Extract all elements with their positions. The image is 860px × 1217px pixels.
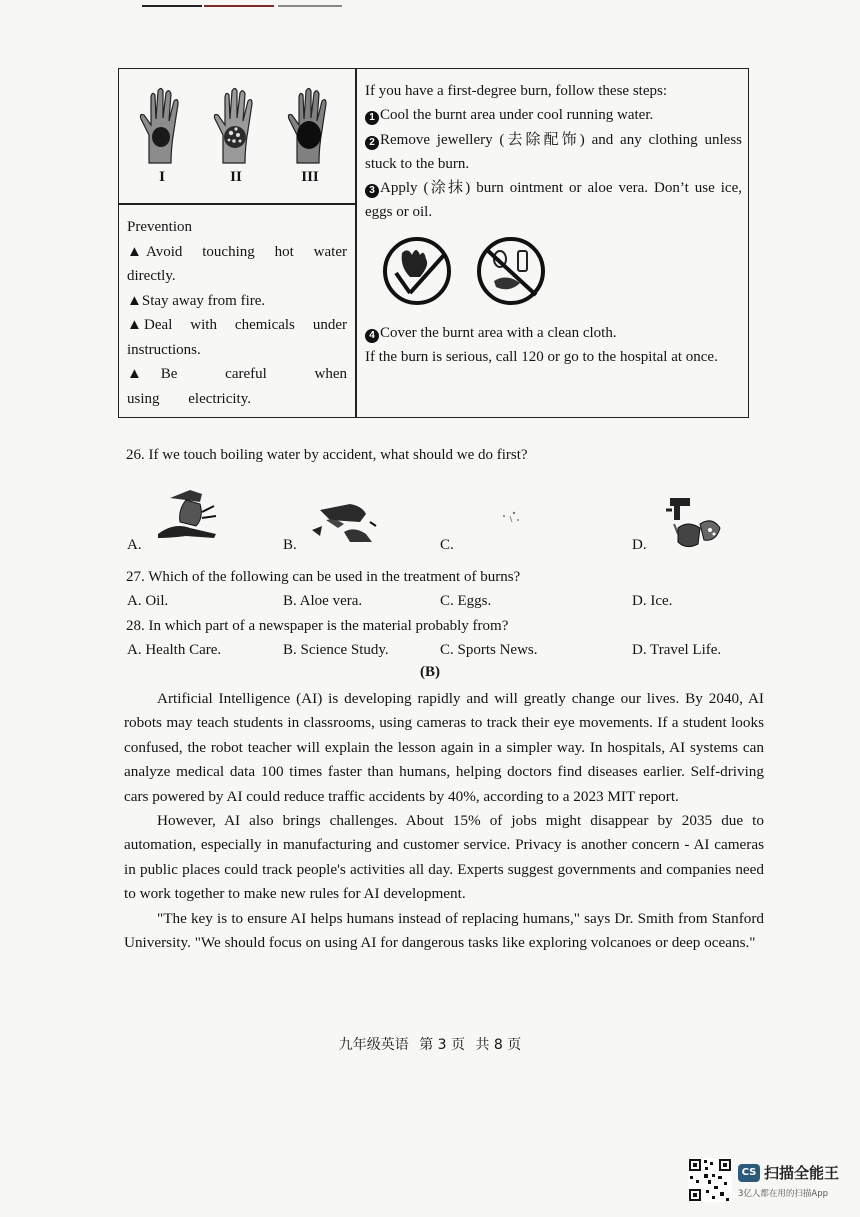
first-aid-steps-continued [365, 321, 742, 370]
q26-option-a[interactable]: A. [127, 537, 142, 553]
step-3 [365, 176, 742, 225]
scanner-watermark [688, 1158, 848, 1202]
page-footer [0, 1034, 860, 1054]
step-marker: 3 [365, 184, 379, 198]
step-1-text: Cool the burnt area under cool running water. [380, 107, 654, 124]
third-degree-burn-hand-icon [285, 85, 335, 165]
scanner-app-name: 扫描全能王 [764, 1164, 840, 1182]
step-4-text: Cover the burnt area with a clean cloth. [380, 325, 617, 341]
tap-and-bandage-icon [664, 494, 728, 552]
first-degree-burn-hand-icon [137, 85, 187, 165]
prevention-item: ▲Be careful when using electricity. [127, 366, 347, 407]
faint-picture-icon [496, 508, 526, 528]
table-column-divider [355, 69, 357, 417]
prevention-item: ▲Stay away from fire. [127, 292, 266, 309]
camscanner-logo: CS [738, 1164, 760, 1182]
q26-option-c[interactable]: C. [440, 537, 454, 553]
qr-code-icon [688, 1158, 732, 1202]
burn-degree-hands [119, 69, 355, 203]
q28-option-d[interactable]: D. Travel Life. [632, 642, 722, 658]
question-28: 28. In which part of a newspaper is the material probably from? [126, 618, 509, 634]
scanner-tagline: 3亿人都在用的扫描App [738, 1189, 829, 1199]
question-27: 27. Which of the following can be used in the treatment of burns? [126, 569, 521, 585]
q27-option-b[interactable]: B. Aloe vera. [283, 593, 363, 609]
degree-label-1: I [159, 169, 165, 185]
header-rule [142, 5, 342, 7]
second-degree-burn-hand-icon [211, 85, 261, 165]
prevention-title: Prevention [127, 219, 192, 235]
prevention-cell [127, 215, 347, 411]
steps-intro: If you have a first-degree burn, follow these steps: [365, 83, 667, 99]
no-ice-no-eggs-signs [382, 237, 582, 307]
step-2-text: Remove jewellery (去除配饰) and any clothing unless stuck to the burn. [365, 131, 742, 172]
footer-total: 共 8 页 [475, 1037, 522, 1053]
footer-page: 第 3 页 [419, 1037, 465, 1053]
q26-option-b[interactable]: B. [283, 537, 297, 553]
step-marker: 1 [365, 111, 379, 125]
step-2 [365, 128, 742, 177]
step-1 [365, 103, 742, 127]
q26-option-d[interactable]: D. [632, 537, 647, 553]
table-row-divider [119, 203, 355, 205]
no-ice-sign-icon [385, 239, 449, 303]
q27-option-a[interactable]: A. Oil. [127, 593, 169, 609]
q28-option-a[interactable]: A. Health Care. [127, 642, 222, 658]
burn-info-table [118, 68, 749, 418]
passage-paragraph: However, AI also brings challenges. About 15% of jobs might disappear by 2035 due to automation, especially in manufacturing and customer service. Privacy is another concern - AI cameras in public places could track people's activities all day. Experts suggest governments and companies need to work together to make new rules for AI development. [124, 812, 764, 903]
reading-passage [124, 687, 764, 955]
degree-label-2: II [230, 169, 242, 185]
degree-label-3: III [301, 169, 319, 185]
no-eggs-oil-sign-icon [479, 239, 543, 303]
prevention-item: ▲Avoid touching hot water directly. [127, 243, 347, 284]
step-marker: 4 [365, 329, 379, 343]
question-26: 26. If we touch boiling water by accident, what should we do first? [126, 447, 528, 463]
serious-burn-note: If the burn is serious, call 120 or go to the hospital at once. [365, 349, 718, 366]
hand-under-tap-icon [156, 488, 222, 542]
q28-option-b[interactable]: B. Science Study. [283, 642, 389, 658]
step-4 [365, 321, 742, 345]
first-aid-steps [365, 79, 742, 225]
step-marker: 2 [365, 136, 379, 150]
q27-option-c[interactable]: C. Eggs. [440, 593, 492, 609]
step-3-text: Apply (涂抹) burn ointment or aloe vera. Don’t use ice, eggs or oil. [365, 180, 742, 221]
applying-ointment-icon [310, 500, 382, 544]
prevention-item: ▲Deal with chemicals under instructions. [127, 317, 347, 358]
q28-option-c[interactable]: C. Sports News. [440, 642, 538, 658]
section-b-heading: (B) [420, 664, 440, 680]
passage-paragraph: Artificial Intelligence (AI) is developing rapidly and will greatly change our lives. By 2040, AI robots may teach students in classrooms, using cameras to track their eye movements. If a student looks confused, the robot teacher will explain the lesson again in a simpler way. In hospitals, AI systems can analyze medical data 100 times faster than humans, helping doctors find diseases earlier. Self-driving cars powered by AI could reduce traffic accidents by 40%, according to a 2023 MIT report. [124, 690, 764, 805]
footer-subject: 九年级英语 [338, 1037, 409, 1053]
passage-paragraph: "The key is to ensure AI helps humans instead of replacing humans," says Dr. Smith from Stanford University. "We should focus on using AI for dangerous tasks like exploring volcanoes or deep oceans." [124, 909, 764, 952]
q27-option-d[interactable]: D. Ice. [632, 593, 673, 609]
